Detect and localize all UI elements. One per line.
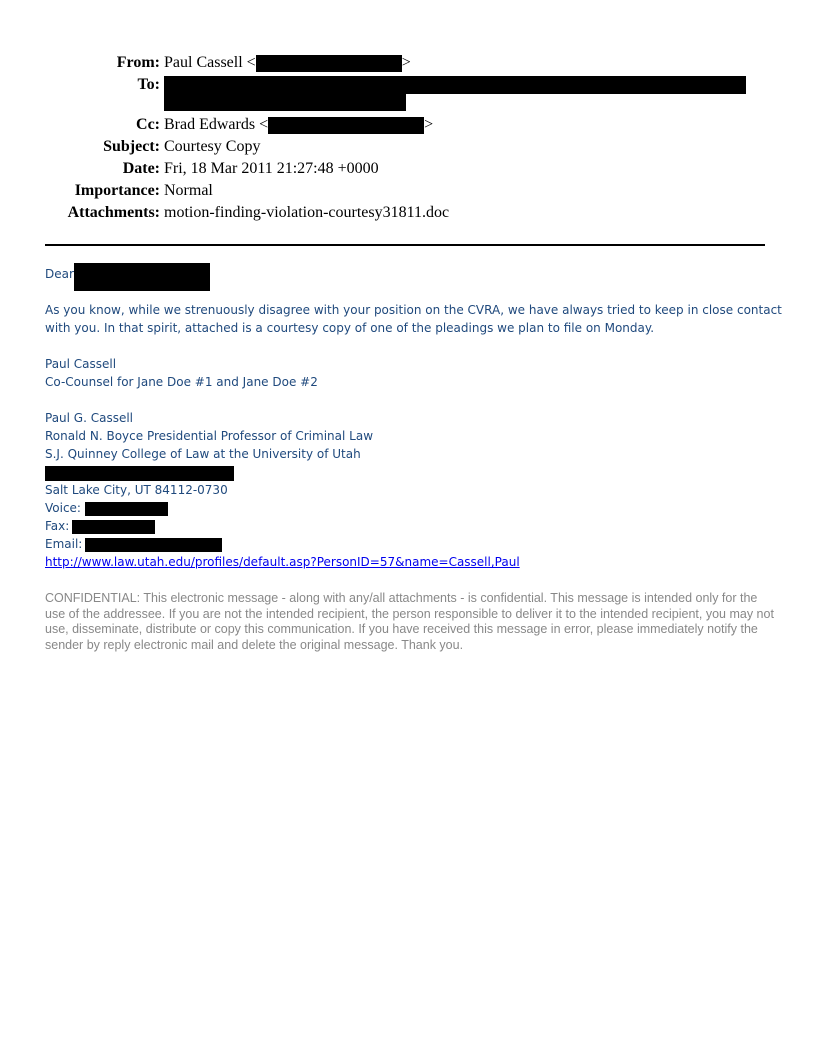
subject-value: Courtesy Copy — [164, 138, 261, 155]
cc-label: Cc: — [136, 116, 160, 133]
sign-name: Paul Cassell — [45, 357, 117, 371]
recipient-name-redaction — [74, 263, 210, 291]
cc-close: > — [424, 116, 434, 133]
from-name: Paul Cassell < — [164, 54, 256, 71]
greeting: Dear — [45, 267, 74, 281]
attachments-row — [0, 202, 816, 224]
attachments-label: Attachments: — [67, 204, 160, 221]
subject-row — [0, 136, 816, 158]
fax-redaction — [72, 520, 155, 534]
confidentiality-notice: CONFIDENTIAL: This electronic message - along with any/all attachments - is confidential. This message is intended only for the use of the addressee. If you are not the intended recipient, the person responsible to deliver it to the intended recipient, you may not use, disseminate, distribute or copy this communication. If you have received this message in error, please immediately notify the sender by reply electronic mail and delete the original message. Thank you. — [45, 591, 774, 652]
signature-city: Salt Lake City, UT 84112-0730 — [45, 483, 228, 497]
cc-row — [0, 114, 816, 136]
voice-line — [45, 499, 81, 517]
profile-link[interactable]: http://www.law.utah.edu/profiles/default.asp?PersonID=57&name=Cassell,Paul — [45, 555, 520, 569]
voice-redaction — [85, 502, 168, 516]
email-line — [45, 535, 82, 553]
subject-label: Subject: — [103, 138, 160, 155]
importance-row — [0, 180, 816, 202]
signature-title: Ronald N. Boyce Presidential Professor of Criminal Law — [45, 429, 374, 443]
email-redaction — [85, 538, 222, 552]
fax-line — [45, 517, 69, 535]
fax-label: Fax: — [45, 519, 70, 533]
address-redaction — [45, 466, 234, 481]
from-value — [164, 52, 411, 74]
cc-name: Brad Edwards < — [164, 116, 269, 133]
email-label: Email: — [45, 537, 83, 551]
signature-name: Paul G. Cassell — [45, 411, 134, 425]
date-value: Fri, 18 Mar 2011 21:27:48 +0000 — [164, 160, 379, 177]
from-email-redaction — [256, 55, 402, 72]
importance-label: Importance: — [74, 182, 160, 199]
from-label: From: — [116, 54, 160, 71]
profile-link-line — [45, 553, 520, 571]
cc-email-redaction — [268, 117, 424, 134]
from-row — [0, 52, 816, 74]
to-redaction-line-2 — [164, 94, 406, 111]
cc-value — [164, 114, 433, 136]
importance-value: Normal — [164, 182, 213, 199]
from-close: > — [401, 54, 411, 71]
to-label: To: — [137, 76, 160, 93]
greeting-line — [45, 265, 74, 283]
attachment-filename[interactable]: motion-finding-violation-courtesy31811.doc — [164, 204, 450, 221]
paragraph-line-1: As you know, while we strenuously disagree with your position on the CVRA, we have always tried to keep in close contact — [45, 303, 782, 317]
sign-role: Co-Counsel for Jane Doe #1 and Jane Doe #2 — [45, 375, 318, 389]
to-redaction-line-1 — [164, 76, 746, 94]
voice-label: Voice: — [45, 501, 81, 515]
header-divider — [45, 244, 765, 246]
signature-school: S.J. Quinney College of Law at the University of Utah — [45, 447, 361, 461]
date-label: Date: — [122, 160, 160, 177]
date-row — [0, 158, 816, 180]
paragraph-line-2: with you. In that spirit, attached is a courtesy copy of one of the pleadings we plan to file on Monday. — [45, 321, 655, 335]
